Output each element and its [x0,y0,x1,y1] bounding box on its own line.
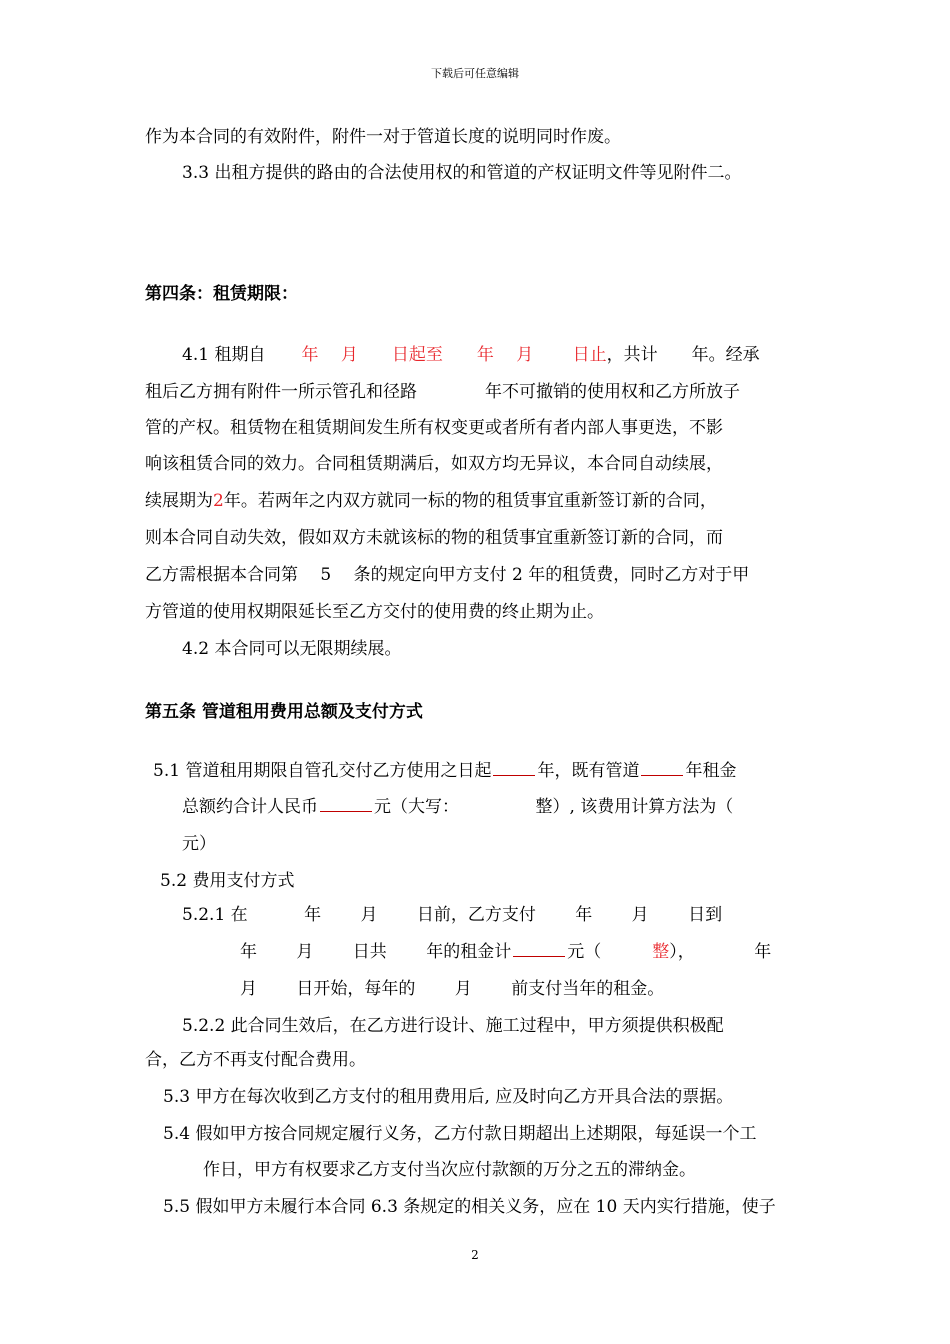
blank-field [641,759,683,776]
text-span: 元（ [567,942,653,962]
text-span: 总额约合计人民币 [182,797,318,817]
paragraph-line: 则本合同自动失效，假如双方未就该标的物的租赁事宜重新签订新的合同，而 [145,528,723,548]
page-header: 下载后可任意编辑 [431,67,519,80]
paragraph-line: 响该租赁合同的效力。合同租赁期满后，如双方均无异议，本合同自动续展， [145,454,723,474]
text-span: 续展期为 [145,491,213,511]
clause-5-2-1-line: 5.2.1 在 年 月 日前，乙方支付 年 月 日到 [182,905,723,925]
page-number: 2 [471,1248,479,1262]
clause-3-3: 3.3 出租方提供的路由的合法使用权的和管道的产权证明文件等见附件二。 [182,163,742,183]
clause-4-1-line [182,343,760,367]
clause-4-2: 4.2 本合同可以无限期续展。 [182,639,402,659]
clause-5-2: 5.2 费用支付方式 [160,871,295,891]
clause-5-4-line: 5.4 假如甲方按合同规定履行义务，乙方付款日期超出上述期限，每延误一个工 [163,1124,757,1144]
paragraph-line: 作为本合同的有效附件，附件一对于管道长度的说明同时作废。 [145,127,621,147]
text-span: 年。若两年之内双方就同一标的物的租赁事宜重新签订新的合同， [223,491,717,511]
clause-5-1-line [182,795,733,819]
text-span: 年租金 [685,761,737,781]
clause-4-1-suffix: ，共计 年。经承 [606,345,760,365]
article-5-heading: 第五条 管道租用费用总额及支付方式 [145,702,423,722]
blank-field [493,759,535,776]
text-span: 年 月 日共 年的租金计 [240,942,512,962]
clause-5-2-2-line: 合，乙方不再支付配合费用。 [145,1050,366,1070]
paragraph-line: 租后乙方拥有附件一所示管孔和径路 年不可撤销的使用权和乙方所放子 [145,382,740,402]
lease-period-dates: 年 月 日起至 年 月 日止 [301,345,607,365]
clause-5-3: 5.3 甲方在每次收到乙方支付的租用费用后, 应及时向乙方开具合法的票据。 [163,1087,734,1107]
text-span: 年，既有管道 [537,761,640,781]
text-span: 5.1 管道租用期限自管孔交付乙方使用之日起 [153,761,492,781]
clause-5-2-1-line: 月 日开始，每年的 月 前支付当年的租金。 [240,979,665,999]
clause-4-1-prefix: 4.1 租期自 [182,345,266,365]
article-4-heading: 第四条：租赁期限： [145,284,298,304]
text-span: 元（大写： 整）, 该费用计算方法为（ [374,797,734,817]
clause-5-2-2-line: 5.2.2 此合同生效后，在乙方进行设计、施工过程中，甲方须提供积极配 [182,1016,724,1036]
clause-5-1-line: 元） [182,834,216,854]
paragraph-line [145,489,717,513]
paragraph-line: 管的产权。租赁物在租赁期间发生所有权变更或者所有者内部人事更迭，不影 [145,418,723,438]
clause-5-4-line: 作日，甲方有权要求乙方支付当次应付款额的万分之五的滞纳金。 [203,1160,696,1180]
clause-5-1-line [153,759,736,783]
renewal-years: 2 [213,491,224,511]
text-span: ）， 年 [669,942,772,962]
paragraph-line: 乙方需根据本合同第 5 条的规定向甲方支付 2 年的租赁费，同时乙方对于甲 [145,565,750,585]
paragraph-line: 方管道的使用权期限延长至乙方交付的使用费的终止期为止。 [145,602,604,622]
clause-5-2-1-line [240,940,771,964]
blank-field [513,940,565,957]
clause-5-5-line: 5.5 假如甲方未履行本合同 6.3 条规定的相关义务，应在 10 天内实行措施，使子 [163,1197,776,1217]
amount-in-words-suffix: 整 [652,942,670,962]
blank-field [320,795,372,812]
